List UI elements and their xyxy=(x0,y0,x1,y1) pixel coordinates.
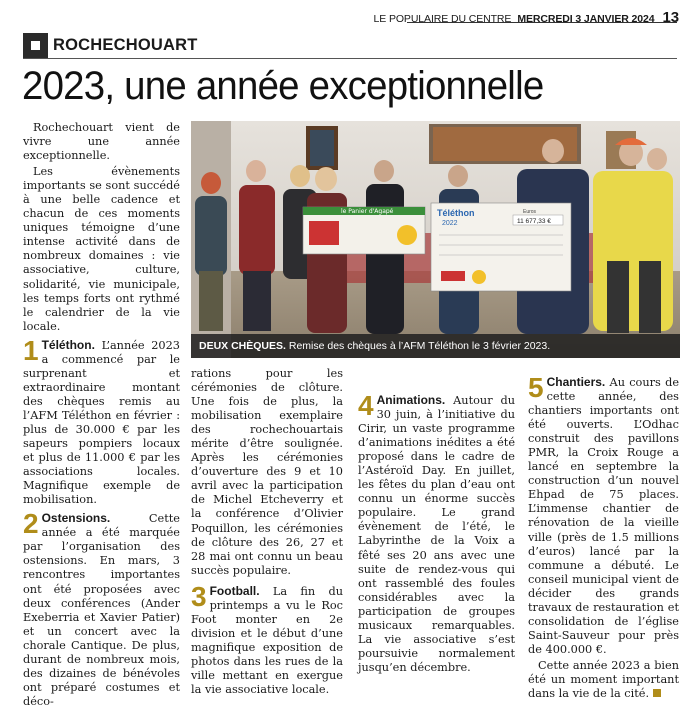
masthead xyxy=(373,9,679,26)
issue-date: MERCREDI 3 JANVIER 2024 xyxy=(517,13,655,25)
item-number: 1 xyxy=(23,334,39,366)
item-text: La fin du printemps a vu le Roc Foot monter en 2e division et le début d’une magnifique exposition de photos dans les rues de la ville mettant en exergue la vie associative locale. xyxy=(191,584,343,697)
section-square-icon xyxy=(23,33,48,58)
item-title: Ostensions. xyxy=(41,511,111,526)
item-text: L’année 2023 a commencé par le surprenant et extraordinaire montant des chèques remis au l’AFM Téléthon en février : plus de 30.000 € par les sapeurs pompiers locaux et plus de 11.000 € par les associations locales. Magnifique exemple de mobilisation. xyxy=(23,338,180,507)
caption-title: DEUX CHÈQUES. xyxy=(199,340,286,352)
photo-illustration xyxy=(191,121,680,358)
column-3 xyxy=(358,367,515,677)
section-rule xyxy=(23,58,677,59)
item-text: Au cours de cette année, des chantiers importants ont été ouverts. L’Odhac construit des pavillons PMR, la Croix Rouge a lancé en septembre la construction d’un nouvel Ehpad de 75 places. L’immense chantier de rénovation de la vieille ville (près de 1.5 millions d’euros) lancé par la commune a débuté. Le conseil municipal vient de décider des grands travaux de restauration et consolidation de l’église Saint-Sauveur pour près de 400.000 €. xyxy=(528,376,679,656)
item-title: Téléthon. xyxy=(41,337,95,352)
photo xyxy=(191,121,680,358)
item-title: Football. xyxy=(209,583,260,598)
headline: 2023, une année exceptionnelle xyxy=(22,64,544,108)
item-number: 3 xyxy=(191,580,207,612)
item-5 xyxy=(528,372,679,657)
item-text: Autour du 30 juin, à l’initiative du Cirir, un vaste programme d’animations inédites a été proposé dans le cadre de l’Astéroïd Day. En juillet, les fêtes du plan d’eau ont connu un énorme succès populaire. Le grand évènement de l’été, le Labyrinthe de la Voix a fêté ses 20 ans avec une suite de rendez-vous qui ont rassemblé des foules considérables avec la participation de groupes musicaux remarquables. La vie associative s’est poursuivie normalement jusqu’en décembre. xyxy=(358,394,515,674)
item-2-part-1 xyxy=(23,508,180,709)
item-title: Chantiers. xyxy=(546,375,606,389)
conclusion-paragraph xyxy=(528,659,679,701)
item-title: Animations. xyxy=(376,393,446,407)
intro-paragraph: Rochechouart vient de vivre une année exceptionnelle. xyxy=(23,121,180,163)
end-mark-icon xyxy=(653,689,661,697)
caption-text: Remise des chèques à l’AFM Téléthon le 3 février 2023. xyxy=(288,340,551,352)
column-1 xyxy=(23,121,180,711)
cheque-right-label: Euros xyxy=(523,209,537,215)
item-2-part-2: rations pour les cérémonies de clôture. Une fois de plus, la mobilisation exemplaire des rochechouartais mérite d’être soulignée. Après les cérémonies d’ouverture des 9 et 10 avril avec la participation de Michel Etcheverry et la conférence d’Olivier Poquillon, les cérémonies de clôture des 26, 27 et 28 mai ont connu un beau succès populaire. xyxy=(191,367,343,577)
photo-caption xyxy=(191,334,680,358)
item-number: 2 xyxy=(23,508,39,540)
section-title: ROCHECHOUART xyxy=(53,36,198,54)
item-1 xyxy=(23,334,180,508)
conclusion-text: Cette année 2023 a bien été un moment important dans la vie de la cité. xyxy=(528,658,679,701)
page-number: 13 xyxy=(662,9,679,26)
cheque-right-year: 2022 xyxy=(442,220,458,227)
column-2 xyxy=(191,367,343,699)
section-header xyxy=(23,33,197,58)
item-number: 4 xyxy=(358,390,374,421)
item-4 xyxy=(358,390,515,675)
item-text: Cette année a été marquée par l’organisation des ostensions. En mars, 3 rencontres importantes ont été proposées avec deux conférences (Ander Exeberria et Xavier Patier) et un concert avec la chorale Cantique. De plus, durant de nombreux mois, des dizaines de bénévoles ont préparé costumes et déco- xyxy=(23,512,180,708)
cheque-right-amount: 11 677,33 € xyxy=(517,218,551,225)
cheque-left xyxy=(303,207,425,254)
column-4 xyxy=(528,372,679,703)
cheque-right-title: Téléthon xyxy=(437,208,475,218)
cheque-left-brand: le Panier d'Agapé xyxy=(341,208,394,215)
intro-paragraph: Les évènements importants se sont succédé à une belle cadence et chacun de ces moments uniques témoigne d’une intense activité dans de nombreux domaines : vie associative, culture, solidarité, vie municipale, les temps forts ont rythmé le calendrier de la vie locale. xyxy=(23,165,180,333)
cheque-right xyxy=(431,203,571,291)
item-3-part-1 xyxy=(191,580,343,697)
item-number: 5 xyxy=(528,372,544,403)
newspaper-name: LE POPULAIRE DU CENTRE xyxy=(373,13,512,25)
